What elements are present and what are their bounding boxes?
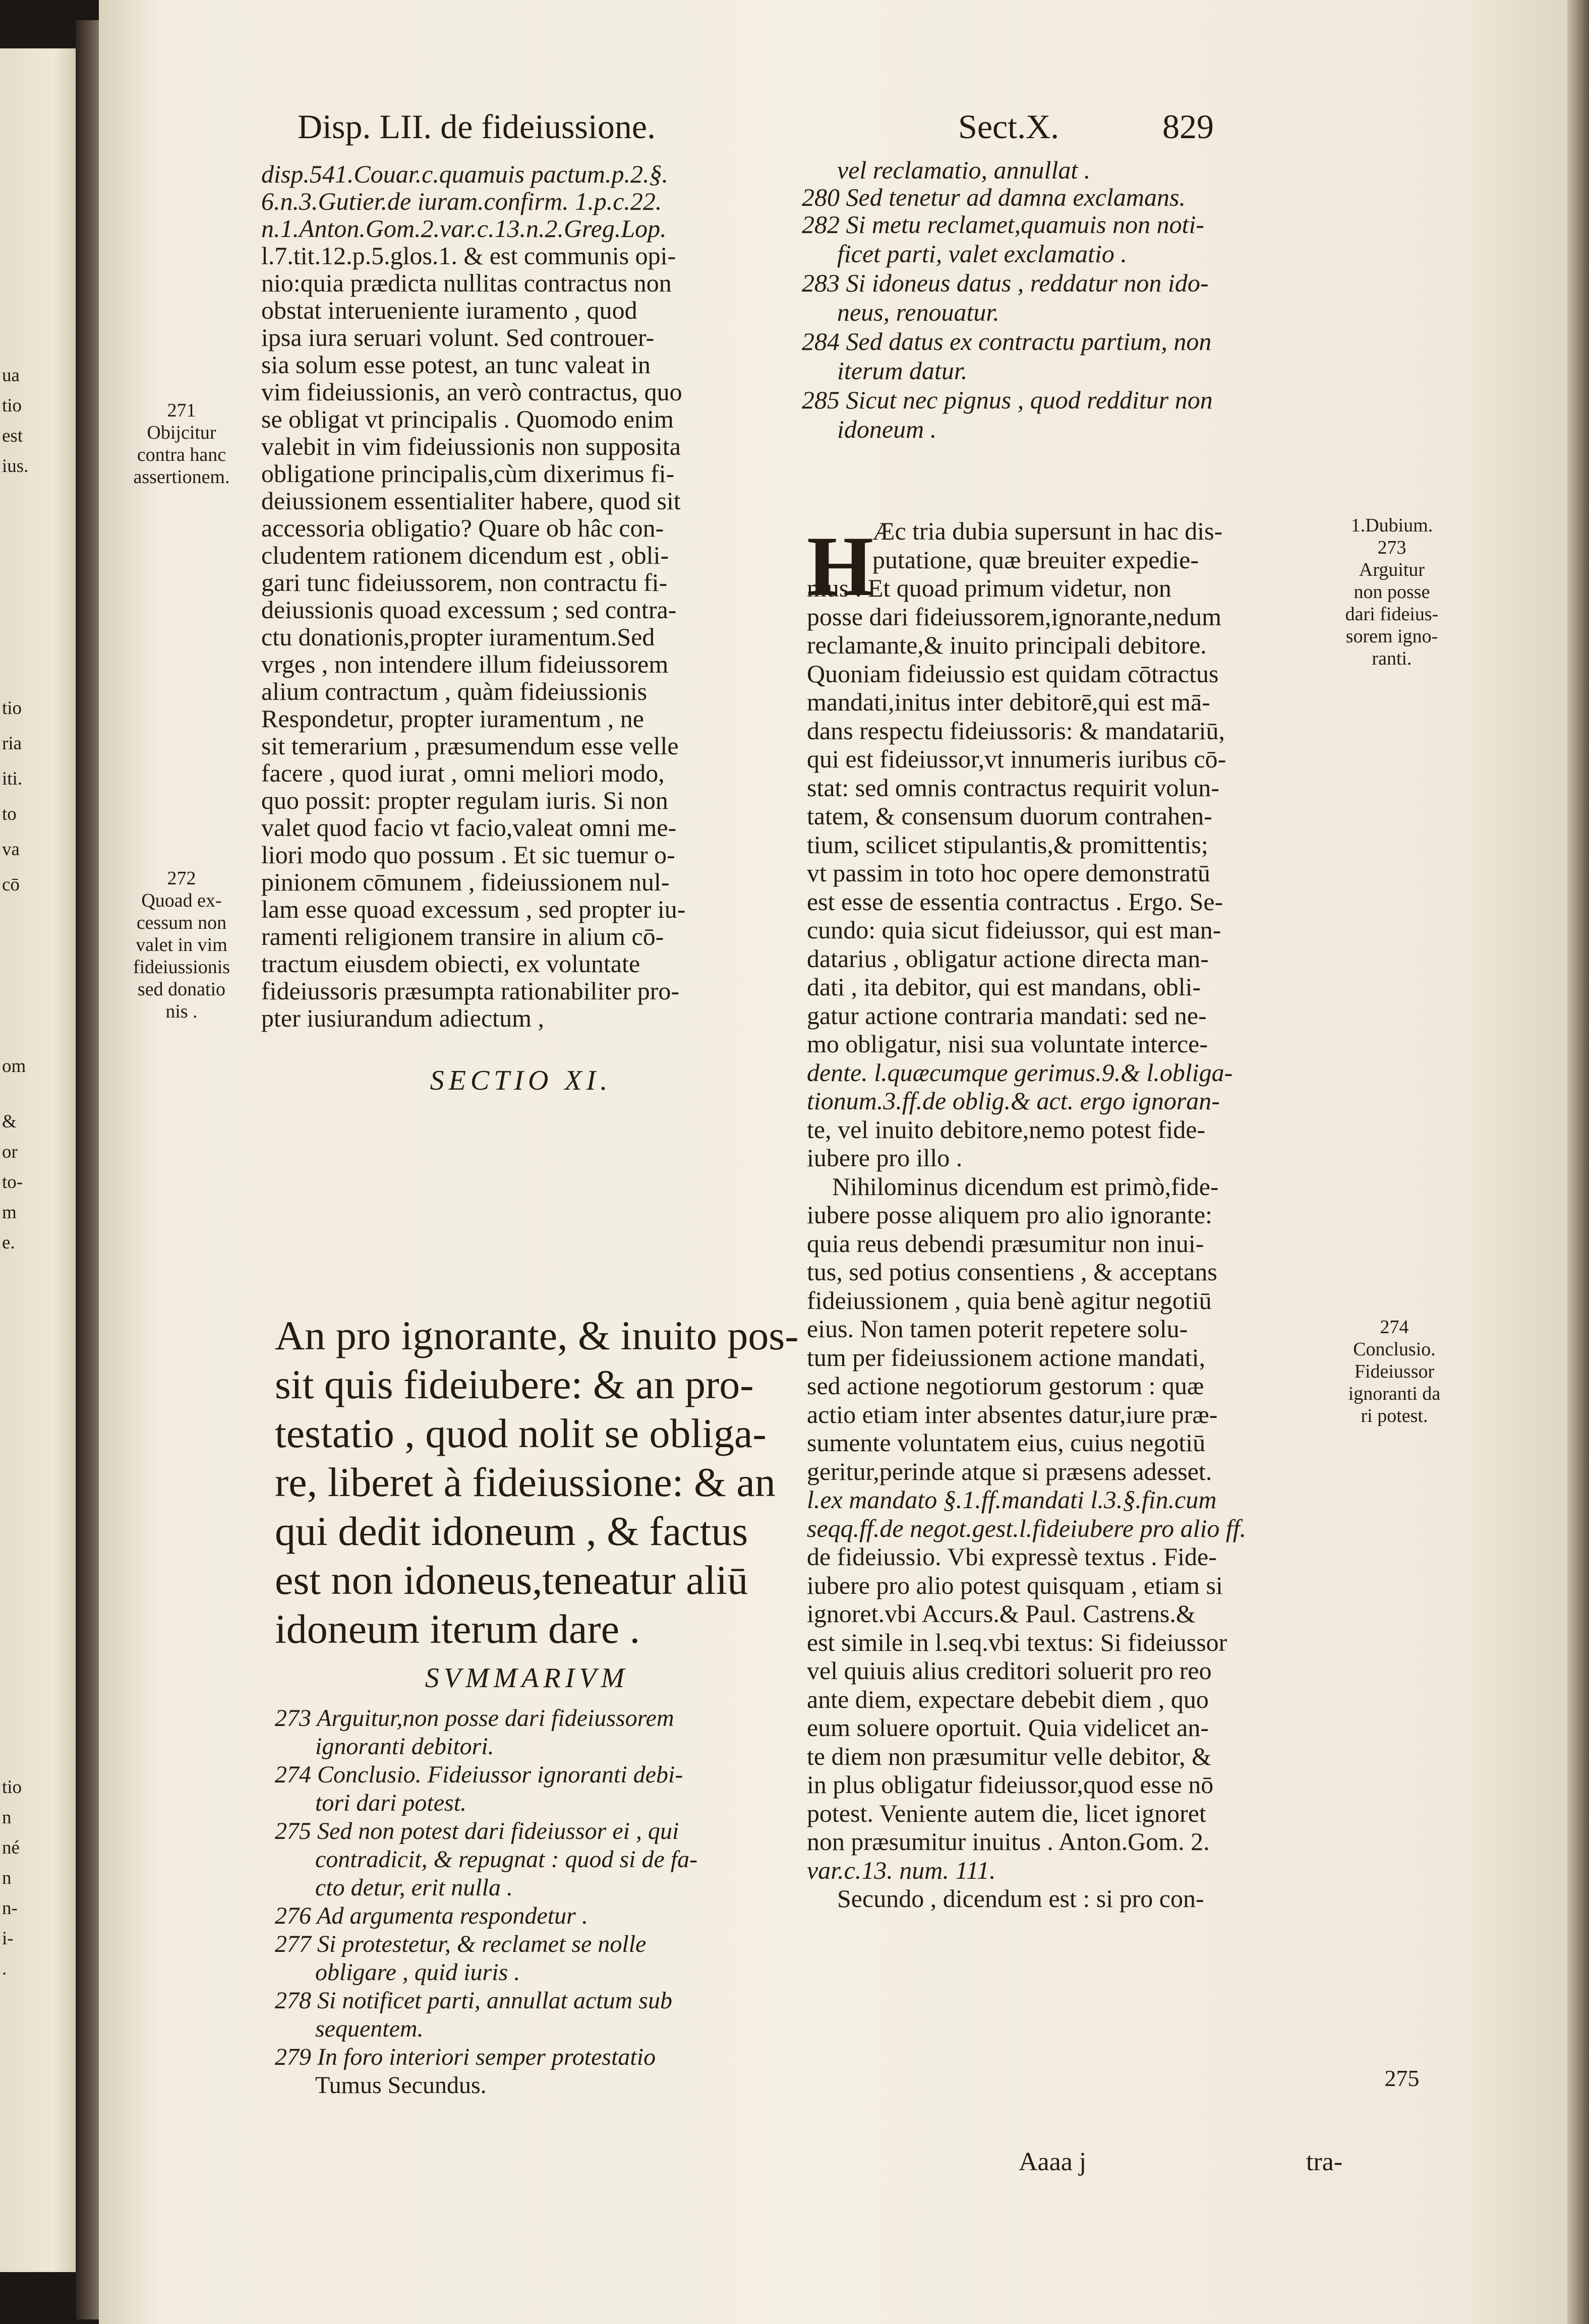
margin-note-275: [1372, 2067, 1432, 2090]
summary-entry: contradicit, & repugnat : quod si de fa-: [315, 1846, 698, 1873]
text-line: Respondetur, propter iuramentum , ne: [261, 704, 644, 733]
prev-fragment: va: [2, 839, 20, 860]
text-line: dati , ita debitor, qui est mandans, obli-: [807, 973, 1201, 1001]
summary-entry: 275 Sed non potest dari fideiussor ei , qui: [275, 1818, 679, 1844]
text-line: cludentem rationem dicendum est , obli-: [261, 541, 669, 569]
prev-fragment: to-: [2, 1172, 23, 1193]
title-line: re, liberet à fideiussione: & an: [275, 1459, 776, 1505]
text-line: l.ex mandato §.1.ff.mandati l.3.§.fin.cum: [807, 1485, 1217, 1514]
summary-entry: obligare , quid iuris .: [315, 1959, 520, 1986]
note-line: 274: [1380, 1317, 1409, 1338]
text-line: nio:quia prædicta nullitas contractus non: [261, 269, 672, 297]
signature-mark: Aaaa j: [1019, 2148, 1087, 2176]
text-line: quo possit: propter regulam iuris. Si non: [261, 786, 668, 814]
summary-entry: 279 In foro interiori semper protestatio: [275, 2044, 656, 2070]
margin-note-271: [113, 399, 250, 488]
section-heading: SECTIO XI.: [430, 1065, 612, 1096]
margin-note-272: [113, 867, 250, 1023]
note-line: 275: [1384, 2065, 1420, 2091]
text-line: l.7.tit.12.p.5.glos.1. & est communis opi-: [261, 242, 676, 270]
summary-entry: 285 Sicut nec pignus , quod redditur non: [802, 386, 1213, 414]
text-line: eius. Non tamen poterit repetere solu-: [807, 1315, 1188, 1343]
summary-entry: iterum datur.: [837, 356, 968, 385]
text-line: est simile in l.seq.vbi textus: Si fideiussor: [807, 1628, 1227, 1656]
note-line: assertionem.: [133, 466, 230, 488]
note-line: 1.Dubium.: [1350, 515, 1433, 536]
text-line: fideiussoris præsumpta rationabiliter pro-: [261, 977, 680, 1005]
text-line: sumente voluntatem eius, cuius negotiū: [807, 1428, 1206, 1457]
text-line: sia solum esse potest, an tunc valeat in: [261, 350, 651, 379]
summary-entry: 273 Arguitur,non posse dari fideiussorem: [275, 1705, 674, 1732]
text-line: dente. l.quæcumque gerimus.9.& l.obliga-: [807, 1058, 1233, 1087]
summary-entry: 278 Si notificet parti, annullat actum sub: [275, 1987, 672, 2014]
text-line: eum soluere oportuit. Quia videlicet an-: [807, 1713, 1209, 1742]
summary-entry: tori dari potest.: [315, 1790, 467, 1816]
note-line: ignoranti da: [1348, 1383, 1441, 1404]
text-line: te, vel inuito debitore,nemo potest fide-: [807, 1115, 1206, 1144]
text-line: 6.n.3.Gutier.de iuram.confirm. 1.p.c.22.: [261, 187, 662, 215]
text-line: datarius , obligatur actione directa man-: [807, 944, 1209, 973]
title-line: sit quis fideiubere: & an pro-: [275, 1361, 754, 1407]
text-line: accessoria obligatio? Quare ob hâc con-: [261, 514, 664, 542]
text-line: deiussionem essentialiter habere, quod sit: [261, 487, 681, 515]
running-head-left: Disp. LII. de fideiussione.: [298, 107, 656, 146]
summary-entry: 283 Si idoneus datus , reddatur non ido-: [802, 269, 1209, 297]
note-line: sed donatio: [137, 979, 226, 1000]
text-line: fideiussionem , quia benè agitur negotiū: [807, 1286, 1212, 1315]
prev-fragment: ius.: [2, 456, 29, 476]
note-line: dari fideius-: [1345, 604, 1439, 625]
prev-fragment: n: [2, 1868, 12, 1888]
text-line: tatem, & consensum duorum contrahen-: [807, 802, 1212, 830]
margin-note-273: [1326, 514, 1457, 670]
note-line: ranti.: [1372, 648, 1412, 669]
prev-fragment: cō: [2, 874, 20, 895]
text-line: var.c.13. num. 111.: [807, 1856, 996, 1884]
text-line: sit temerarium , præsumendum esse velle: [261, 732, 679, 760]
text-line: cundo: quia sicut fideiussor, qui est man-: [807, 916, 1221, 944]
prev-fragment: n: [2, 1807, 12, 1828]
note-line: 273: [1377, 537, 1406, 558]
title-line: testatio , quod nolit se obliga-: [275, 1410, 767, 1456]
note-line: 271: [167, 400, 196, 421]
text-line: geritur,perinde atque si præsens adesset.: [807, 1457, 1212, 1485]
text-line: reclamante,& inuito principali debitore.: [807, 631, 1207, 659]
text-line: vim fideiussionis, an verò contractus, quo: [261, 378, 682, 406]
summary-entry: 276 Ad argumenta respondetur .: [275, 1902, 588, 1929]
summarium: [275, 1664, 779, 2100]
text-line: in plus obligatur fideiussor,quod esse nō: [807, 1770, 1214, 1799]
text-line: gatur actione contraria mandati: sed ne-: [807, 1001, 1207, 1030]
note-line: Conclusio.: [1353, 1339, 1436, 1360]
prev-fragment: to: [2, 804, 17, 824]
text-line: Æc tria dubia supersunt in hac dis-: [872, 517, 1223, 545]
text-line: posse dari fideiussorem,ignorante,nedum: [807, 602, 1222, 631]
text-line: est esse de essentia contractus . Ergo. Se-: [807, 887, 1223, 916]
text-line: ante diem, expectare debebit diem , quo: [807, 1685, 1209, 1713]
catchword: Tumus Secundus.: [315, 2072, 487, 2099]
title-line: est non idoneus,teneatur aliū: [275, 1557, 748, 1603]
text-line: valebit in vim fideiussionis non supposita: [261, 432, 681, 460]
summary-entry: idoneum .: [837, 415, 937, 443]
text-line: lam esse quoad excessum , sed propter iu-: [261, 895, 686, 923]
note-line: nis .: [165, 1001, 198, 1022]
note-line: Fideiussor: [1354, 1361, 1435, 1382]
text-line: Quoniam fideiussio est quidam cōtractus: [807, 659, 1219, 688]
text-line: deiussionis quoad excessum ; sed contra-: [261, 595, 677, 624]
note-line: 272: [167, 868, 196, 889]
title-line: idoneum iterum dare .: [275, 1606, 640, 1652]
text-line: seqq.ff.de negot.gest.l.fideiubere pro alio ff.: [807, 1514, 1247, 1542]
text-line: pter iusiurandum adiectum ,: [261, 1004, 544, 1032]
summary-entry: ficet parti, valet exclamatio .: [837, 240, 1127, 268]
prev-fragment: est: [2, 426, 23, 446]
text-line: facere , quod iurat , omni meliori modo,: [261, 759, 665, 787]
text-line: quia reus debendi præsumitur non inui-: [807, 1229, 1204, 1258]
text-line: tus, sed potius consentiens , & acceptans: [807, 1258, 1217, 1286]
note-line: contra hanc: [137, 444, 226, 465]
summary-entry: ignoranti debitori.: [315, 1733, 494, 1760]
note-line: Obijcitur: [147, 422, 216, 443]
prev-fragment: iti.: [2, 768, 23, 789]
prev-fragment: &: [2, 1111, 17, 1132]
text-line: iubere posse aliquem pro alio ignorante:: [807, 1201, 1212, 1229]
note-line: valet in vim: [136, 934, 227, 956]
text-line: vt passim in toto hoc opere demonstratū: [807, 859, 1210, 887]
text-line: alium contractum , quàm fideiussionis: [261, 677, 648, 705]
text-line: te diem non præsumitur velle debitor, &: [807, 1742, 1212, 1770]
summary-entry: vel reclamatio, annullat .: [837, 156, 1091, 184]
note-line: sorem igno-: [1345, 626, 1438, 647]
text-line: pinionem cōmunem , fideiussionem nul-: [261, 868, 670, 896]
text-line: Secundo , dicendum est : si pro con-: [837, 1884, 1204, 1913]
text-line: qui est fideiussor,vt innumeris iuribus cō-: [807, 745, 1226, 773]
summary-entry: 284 Sed datus ex contractu partium, non: [802, 327, 1212, 355]
prev-fragment: .: [2, 1958, 7, 1979]
text-line: se obligat vt principalis . Quomodo enim: [261, 405, 674, 433]
summary-entry: neus, renouatur.: [837, 298, 999, 326]
prev-fragment: tio: [2, 698, 22, 719]
text-line: Nihilominus dicendum est primò,fide-: [832, 1172, 1219, 1201]
previous-page-text: [0, 48, 76, 2272]
summary-entry: 282 Si metu reclamet,quamuis non noti-: [802, 210, 1205, 239]
summary-entry: 277 Si protestetur, & reclamet se nolle: [275, 1931, 646, 1957]
text-line: dans respectu fideiussoris: & mandatariū,: [807, 716, 1225, 745]
left-column-text: [261, 160, 781, 1094]
drop-cap: H: [807, 519, 874, 614]
prev-fragment: or: [2, 1142, 18, 1162]
catchword: tra-: [1306, 2148, 1343, 2176]
text-line: ctu donationis,propter iuramentum.Sed: [261, 623, 655, 651]
summarium-heading: SVMMARIVM: [425, 1662, 629, 1694]
text-line: gari tunc fideiussorem, non contractu fi-: [261, 568, 668, 597]
prev-fragment: ua: [2, 365, 20, 386]
text-line: potest. Veniente autem die, licet ignoret: [807, 1799, 1206, 1827]
summary-entry: 274 Conclusio. Fideiussor ignoranti debi-: [275, 1761, 683, 1788]
text-line: liori modo quo possum . Et sic tuemur o-: [261, 841, 675, 869]
note-line: Quoad ex-: [141, 890, 222, 911]
right-column-text: [807, 517, 1246, 1913]
summary-entry: 280 Sed tenetur ad damna exclamans.: [802, 183, 1186, 211]
note-line: cessum non: [136, 912, 227, 933]
text-line: tractum eiusdem obiecti, ex voluntate: [261, 949, 640, 978]
prev-fragment: e.: [2, 1232, 15, 1253]
text-line: obligatione principalis,cùm dixerimus fi-: [261, 459, 675, 488]
running-head-section: Sect.X.: [958, 107, 1060, 146]
prev-fragment: tio: [2, 1777, 22, 1798]
prev-fragment: om: [2, 1056, 26, 1077]
section-title: [275, 1311, 799, 1653]
spacer: [261, 1032, 781, 1067]
text-line: disp.541.Couar.c.quamuis pactum.p.2.§.: [261, 160, 668, 188]
prev-fragment: ria: [2, 733, 22, 754]
note-line: ri potest.: [1361, 1405, 1428, 1426]
text-line: mus . Et quoad primum videtur, non: [807, 574, 1171, 602]
summary-continuation: [802, 156, 1213, 445]
text-line: sed actione negotiorum gestorum : quæ: [807, 1372, 1204, 1400]
page-number: 829: [1162, 107, 1214, 146]
text-line: mandati,initus inter debitorē,qui est mā-: [807, 688, 1210, 716]
summary-entry: sequentem.: [315, 2015, 424, 2042]
text-line: n.1.Anton.Gom.2.var.c.13.n.2.Greg.Lop.: [261, 214, 667, 243]
text-line: vrges , non intendere illum fideiussorem: [261, 650, 669, 678]
text-line: tium, scilicet stipulantis,& promittentis;: [807, 830, 1208, 859]
text-line: iubere pro alio potest quisquam , etiam si: [807, 1571, 1223, 1599]
prev-fragment: tio: [2, 395, 22, 416]
text-line: vel quiuis alius creditori soluerit pro reo: [807, 1656, 1212, 1685]
text-line: ipsa iura seruari volunt. Sed controuer-: [261, 323, 655, 351]
prev-fragment: i-: [2, 1928, 14, 1949]
text-line: tum per fideiussionem actione mandati,: [807, 1343, 1206, 1372]
text-line: de fideiussio. Vbi expressè textus . Fide-: [807, 1542, 1217, 1571]
title-line: An pro ignorante, & inuito pos-: [275, 1313, 799, 1358]
prev-fragment: né: [2, 1837, 20, 1858]
text-line: ramenti religionem transire in alium cō-: [261, 922, 664, 950]
text-line: iubere pro illo .: [807, 1144, 963, 1172]
text-line: tionum.3.ff.de oblig.& act. ergo ignoran-: [807, 1087, 1220, 1115]
prev-fragment: m: [2, 1202, 17, 1223]
text-line: valet quod facio vt facio,valeat omni me-: [261, 813, 677, 842]
summary-entry: cto detur, erit nulla .: [315, 1874, 513, 1901]
note-line: Arguitur: [1359, 559, 1425, 580]
page-edge-right: [1567, 0, 1589, 2324]
text-line: putatione, quæ breuiter expedie-: [872, 545, 1199, 574]
note-line: non posse: [1353, 581, 1430, 603]
text-line: stat: sed omnis contractus requirit volun-: [807, 773, 1219, 802]
note-line: fideiussionis: [133, 957, 230, 978]
prev-fragment: n-: [2, 1898, 18, 1919]
text-line: ignoret.vbi Accurs.& Paul. Castrens.&: [807, 1599, 1196, 1628]
text-line: mo obligatur, nisi sua voluntate interce-: [807, 1030, 1208, 1058]
margin-note-274: [1331, 1316, 1457, 1427]
text-line: actio etiam inter absentes datur,iure præ-: [807, 1400, 1218, 1428]
title-line: qui dedit idoneum , & factus: [275, 1508, 748, 1554]
text-line: obstat interueniente iuramento , quod: [261, 296, 637, 324]
text-line: non præsumitur inuitus . Anton.Gom. 2.: [807, 1827, 1210, 1856]
